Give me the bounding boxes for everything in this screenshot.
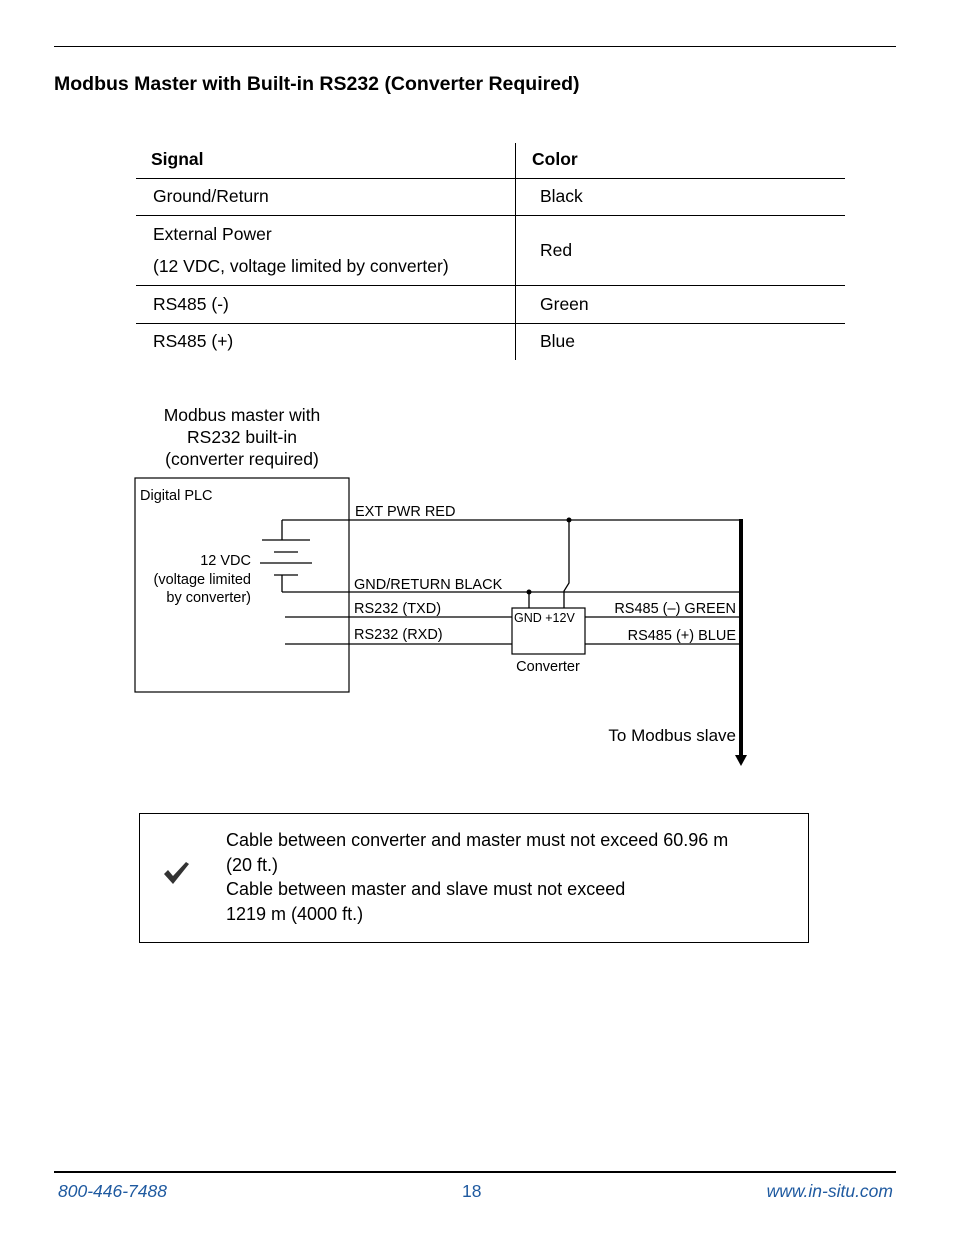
note-text <box>226 828 728 926</box>
wire-label-rxd: RS232 (RXD) <box>354 627 443 643</box>
color-cell: Black <box>540 186 583 206</box>
footer-phone: 800-446-7488 <box>58 1181 167 1201</box>
slave-label: To Modbus slave <box>608 726 736 745</box>
diagram-caption: Modbus master with <box>163 405 321 425</box>
section-title: Modbus Master with Built-in RS232 (Converter Required) <box>54 73 580 95</box>
header-signal: Signal <box>151 149 204 169</box>
page-number: 18 <box>462 1181 482 1201</box>
footer-rule <box>54 1171 896 1173</box>
wiring-diagram <box>120 395 760 775</box>
note-line: Cable between master and slave must not exceed <box>226 879 626 899</box>
supply-label: (voltage limited <box>153 572 251 588</box>
wire-label-gnd: GND/RETURN BLACK <box>354 577 503 593</box>
color-cell: Green <box>540 294 589 314</box>
signal-cell: RS485 (-) <box>153 294 229 314</box>
color-cell: Blue <box>540 331 576 351</box>
note-line: 1219 m (4000 ft.) <box>226 903 364 924</box>
signal-note: (12 VDC, voltage limited by converter) <box>153 256 449 276</box>
table-header-row <box>136 143 845 179</box>
battery-symbol-icon <box>260 520 312 592</box>
converter-pins: GND +12V <box>514 611 575 625</box>
checkmark-icon <box>162 861 190 885</box>
note-line: Cable between converter and master must not exceed 60.96 m <box>226 830 729 850</box>
table-row <box>136 324 845 360</box>
footer-website-link[interactable]: www.in-situ.com <box>766 1181 893 1201</box>
supply-label: 12 VDC <box>200 553 251 569</box>
signal-color-table <box>136 143 845 360</box>
diagram-caption: (converter required) <box>165 449 319 469</box>
table-row <box>136 216 845 286</box>
note-line: (20 ft.) <box>226 854 279 875</box>
diagram-caption: RS232 built-in <box>187 427 297 447</box>
table-row <box>136 286 845 324</box>
header-color: Color <box>532 149 578 169</box>
wires <box>282 520 740 644</box>
supply-label: by converter) <box>166 590 251 606</box>
signal-cell: External Power <box>153 224 272 244</box>
arrow-down-icon <box>735 755 747 766</box>
wire-label-txd: RS232 (TXD) <box>354 601 442 617</box>
wire-label-ext-pwr: EXT PWR RED <box>355 504 456 520</box>
signal-cell: RS485 (+) <box>153 331 234 351</box>
header-rule <box>54 46 896 47</box>
wire-label-rs485-plus: RS485 (+) BLUE <box>627 628 736 644</box>
note-box <box>139 813 809 943</box>
plc-label: Digital PLC <box>140 488 213 504</box>
color-cell: Red <box>540 240 573 260</box>
table-row <box>136 179 845 216</box>
converter-label: Converter <box>516 659 580 675</box>
signal-cell: Ground/Return <box>153 186 269 206</box>
wire-label-rs485-minus: RS485 (–) GREEN <box>614 601 736 617</box>
